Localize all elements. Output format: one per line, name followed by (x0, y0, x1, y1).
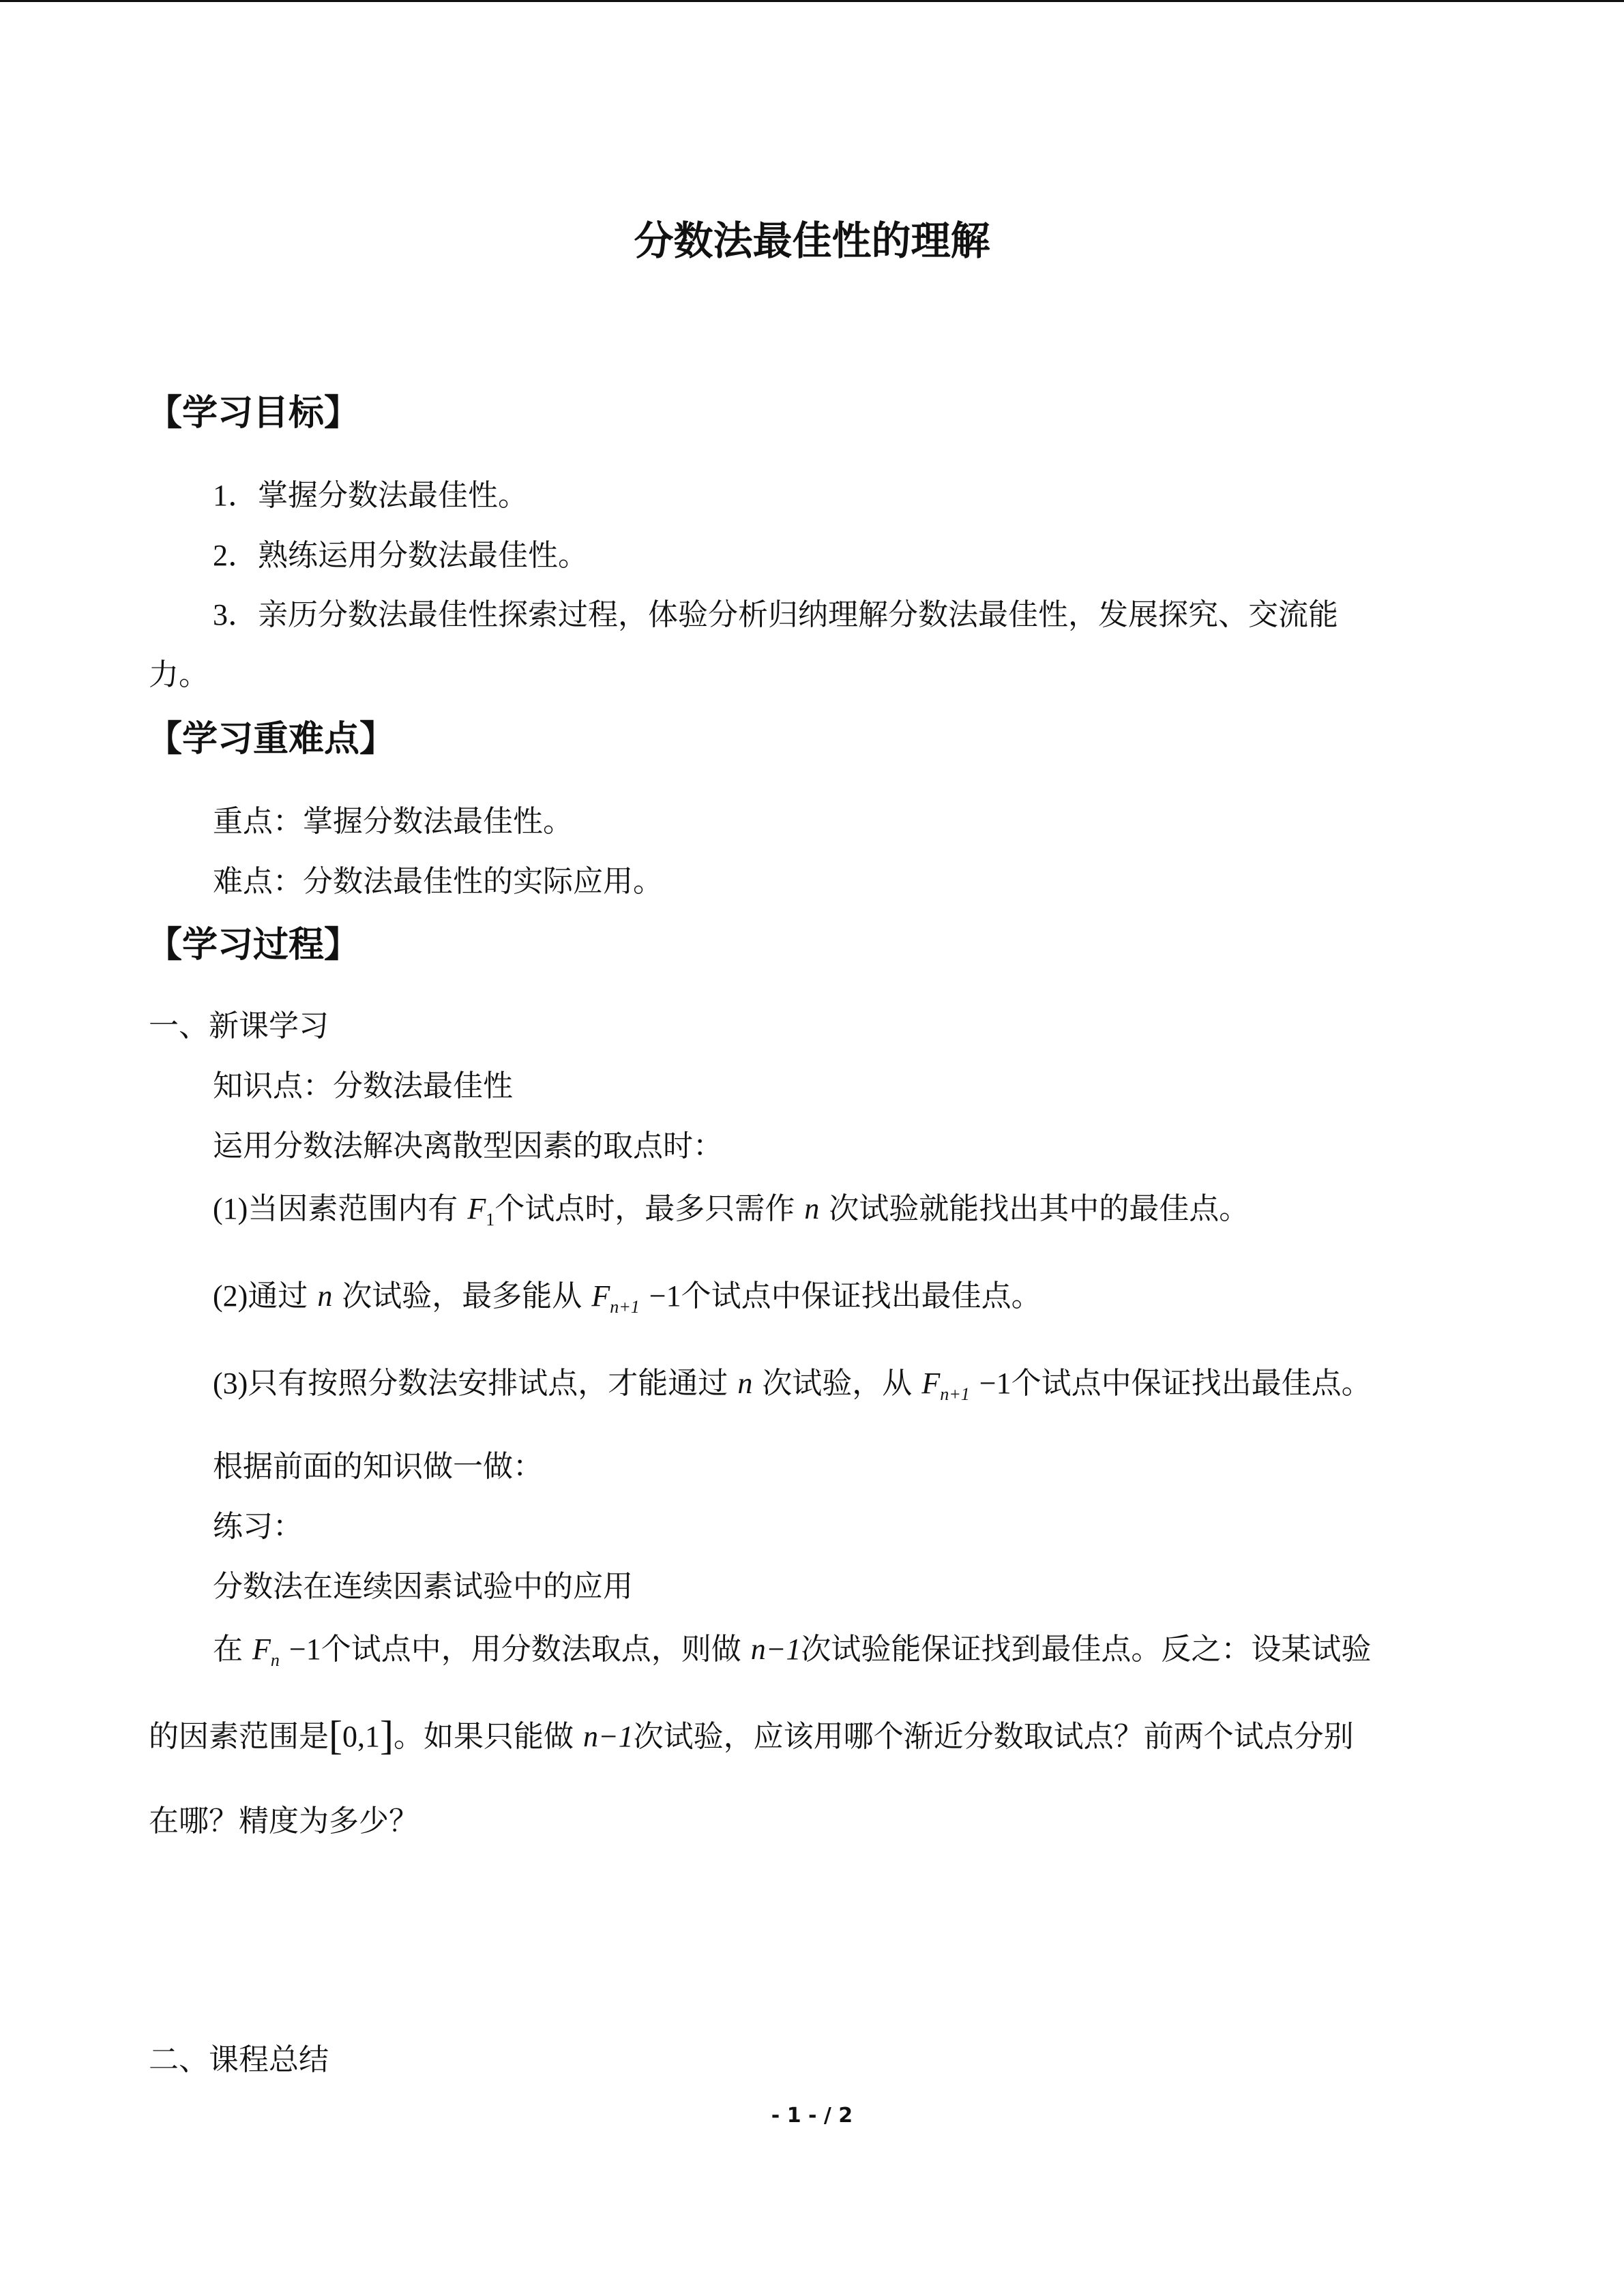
interval-close-bracket: ] (379, 1713, 394, 1758)
objective-item-2 (213, 532, 588, 580)
interval-open-bracket: [ (329, 1713, 342, 1758)
page-number: - 1 - / 2 (771, 2104, 853, 2128)
rule-text: 次试验就能找出其中的最佳点。 (829, 1191, 1250, 1226)
rule-prefix: (2) (213, 1279, 248, 1313)
objective-number: 3． (213, 598, 258, 631)
rule-text: 个试点中保证找出最佳点。 (1011, 1366, 1372, 1401)
objective-text: 掌握分数法最佳性。 (258, 478, 528, 513)
math-expression: n−1 (582, 1720, 634, 1753)
heading-key-and-difficult-points: 【学习重难点】 (147, 719, 396, 760)
objective-text: 亲历分数法最佳性探索过程，体验分析归纳理解分数法最佳性，发展探究、交流能 (258, 597, 1338, 632)
math-symbol: n (737, 1367, 753, 1400)
rule-text: 当因素范围内有 (248, 1191, 458, 1226)
rule-1 (213, 1185, 1249, 1244)
math-minus-one: −1 (289, 1632, 321, 1666)
objective-item-3 (213, 591, 1338, 639)
math-subscript: n (270, 1650, 280, 1670)
math-symbol: F (467, 1192, 486, 1225)
math-symbol: n (317, 1279, 333, 1313)
exercise-text: 次试验，应该用哪个渐近分数取试点？前两个试点分别 (633, 1719, 1354, 1754)
objective-item-1 (213, 472, 528, 520)
math-symbol: F (591, 1279, 610, 1313)
part-one-title: 一、新课学习 (149, 1009, 329, 1043)
top-border-rule (0, 0, 1624, 2)
do-it-prompt: 根据前面的知识做一做： (213, 1449, 543, 1484)
interval-values: 0,1 (342, 1720, 380, 1753)
exercise-text: 的因素范围是 (149, 1719, 329, 1754)
exercise-text: 个试点中，用分数法取点，则做 (321, 1632, 741, 1667)
rule-prefix: (3) (213, 1367, 248, 1400)
objective-number: 2． (213, 539, 258, 572)
rule-text: 个试点时，最多只需作 (494, 1191, 795, 1226)
knowledge-point: 知识点：分数法最佳性 (213, 1069, 513, 1103)
intro-text: 运用分数法解决离散型因素的取点时： (213, 1129, 723, 1163)
rule-text: 个试点中保证找出最佳点。 (681, 1279, 1042, 1313)
objective-number: 1． (213, 479, 258, 512)
application-title: 分数法在连续因素试验中的应用 (213, 1569, 633, 1604)
heading-learning-objectives: 【学习目标】 (147, 393, 360, 434)
rule-text: 只有按照分数法安排试点，才能通过 (248, 1366, 728, 1401)
part-two-title: 二、课程总结 (149, 2042, 329, 2077)
exercise-line-2 (149, 1712, 1354, 1761)
practice-label: 练习： (213, 1509, 303, 1544)
difficult-point: 难点：分数法最佳性的实际应用。 (213, 864, 663, 899)
math-symbol: n (804, 1192, 820, 1225)
math-subscript: 1 (486, 1210, 495, 1229)
math-expression: n−1 (750, 1632, 801, 1666)
rule-text: 次试验，最多能从 (342, 1279, 582, 1313)
rule-text: 次试验，从 (762, 1366, 913, 1401)
math-subscript: n+1 (940, 1384, 970, 1404)
math-minus-one: −1 (649, 1279, 681, 1313)
math-minus-one: −1 (979, 1367, 1012, 1400)
exercise-line-3: 在哪？精度为多少？ (149, 1804, 419, 1838)
exercise-line-1 (213, 1626, 1371, 1684)
rule-prefix: (1) (213, 1192, 248, 1225)
math-symbol: F (921, 1367, 941, 1400)
key-point: 重点：掌握分数法最佳性。 (213, 804, 573, 839)
objective-item-3-continuation: 力。 (149, 657, 209, 692)
exercise-text: 。如果只能做 (393, 1719, 574, 1754)
document-title: 分数法最佳性的理解 (634, 218, 990, 264)
math-symbol: F (252, 1632, 271, 1666)
exercise-text: 次试验能保证找到最佳点。反之：设某试验 (801, 1632, 1372, 1667)
exercise-text: 在 (213, 1632, 243, 1667)
rule-2 (213, 1272, 1042, 1331)
math-subscript: n+1 (610, 1297, 640, 1317)
rule-3 (213, 1360, 1372, 1418)
objective-text: 熟练运用分数法最佳性。 (258, 538, 588, 573)
heading-learning-process: 【学习过程】 (147, 925, 360, 966)
rule-text: 通过 (248, 1279, 308, 1313)
